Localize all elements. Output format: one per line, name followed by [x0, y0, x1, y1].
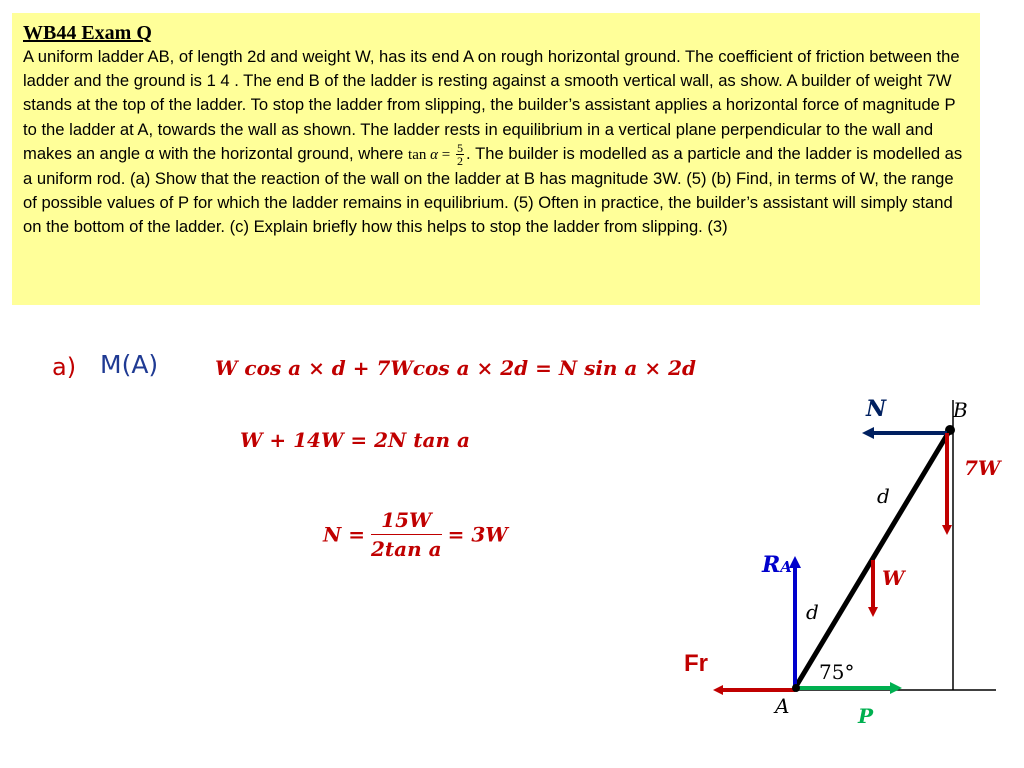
equation-result-fraction: $\frac{15W}{\text{2tan a}}$ [371, 508, 442, 561]
label-n: N [866, 396, 887, 422]
label-d-lower: d [806, 600, 819, 624]
ladder-rod [795, 430, 950, 688]
question-text-part1: A uniform ladder AB, of length 2d and weight W, has its end A on rough horizontal ground. The coefficient of friction between the ladder and the ground is 1 4 . The end B of the ladder is resting against a smooth vertical wall, as show. A builder of weight 7W stands at the top of the ladder. To stop the ladder from slipping, the builder’s assistant applies a horizontal force of magnitude P to the ladder at A, towards the wall as shown. The ladder rests in equilibrium in a vertical plane perpendicular to the wall and makes an angle α with the horizontal ground, where [23, 47, 960, 163]
label-b: B [953, 398, 968, 422]
equation-simplified: W + 14W = 2N tan a [240, 428, 470, 452]
tan-alpha-expression: tan α = [408, 146, 454, 163]
moments-about-a-label: M(A) [100, 350, 159, 379]
label-p: P [858, 704, 874, 728]
label-7w: 7W [964, 456, 1001, 480]
label-a: A [775, 694, 790, 718]
equation-result-rhs: = 3W [447, 522, 508, 547]
part-a-label: a) [52, 353, 77, 381]
point-a-dot [792, 684, 800, 692]
label-fr: Fr [684, 650, 708, 677]
label-angle-75: 75° [819, 660, 855, 684]
label-ra: RA [762, 552, 792, 578]
question-title: WB44 Exam Q [23, 22, 152, 44]
equation-result-lhs: N = [323, 522, 366, 547]
tan-fraction: $\frac{5}{2}$ [456, 140, 463, 168]
label-w: W [882, 566, 905, 590]
label-d-upper: d [877, 484, 890, 508]
question-text-part2: . The builder is modelled as a particle and the ladder is modelled as a uniform rod. (a) Show that the reaction of the wall on the ladder at B has magnitude 3W. (5) (b) Find, in terms of W, the range of possible values of P for which the ladder remains in equilibrium. (5) Often in practice, the builder’s assistant will simply stand on the bottom of the ladder. (c) Explain briefly how this helps to stop the ladder from slipping. (3) [23, 143, 963, 237]
equation-moments: W cos a × d + 7Wcos a × 2d = N sin a × 2d [215, 356, 696, 380]
